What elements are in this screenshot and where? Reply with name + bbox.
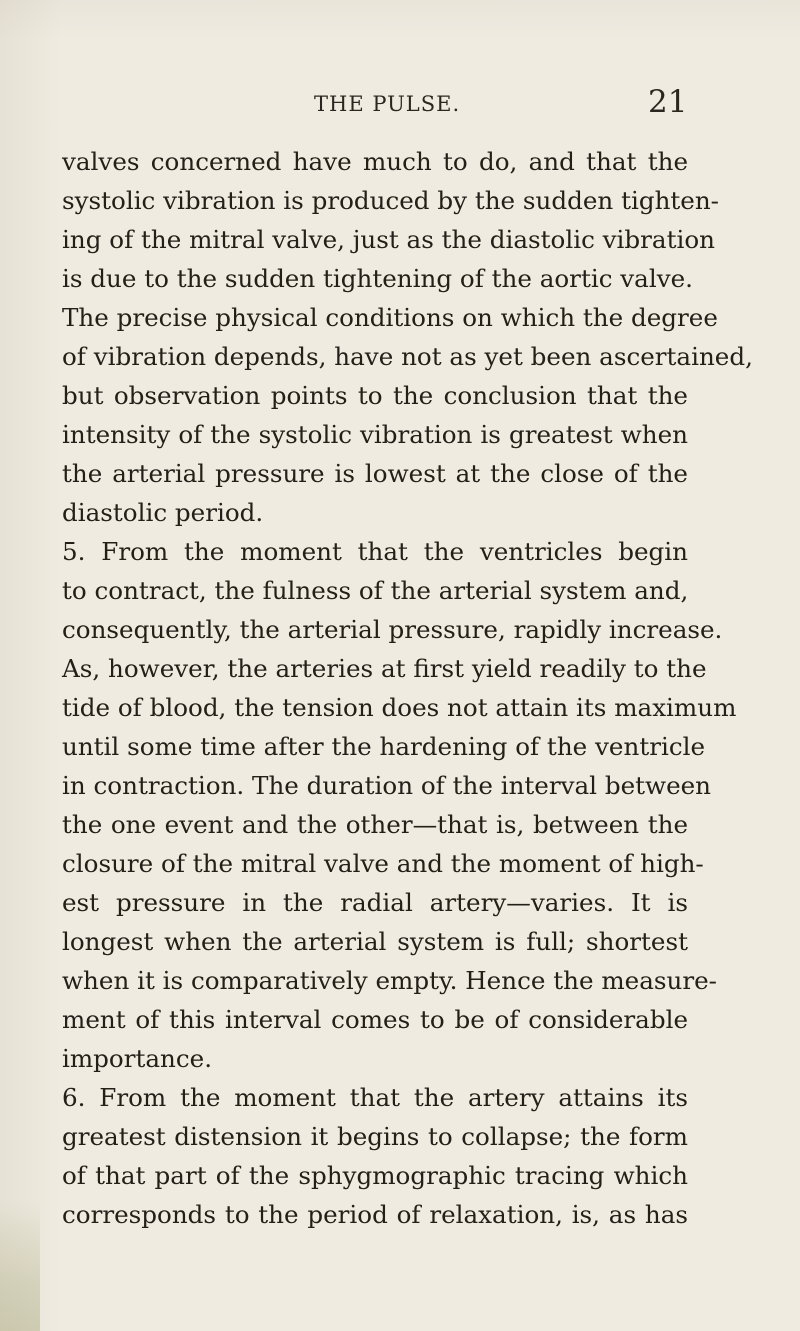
body-text	[62, 142, 753, 1234]
text-line: 5. From the moment that the ventricles begin	[62, 537, 688, 566]
text-line: the one event and the other—that is, between the	[62, 810, 688, 839]
text-line: until some time after the hardening of the ventricle	[62, 732, 706, 761]
text-line: to contract, the fulness of the arterial system and,	[62, 576, 689, 605]
text-line: diastolic period.	[62, 498, 264, 527]
text-line: importance.	[62, 1044, 213, 1073]
text-line: ing of the mitral valve, just as the diastolic vibration	[62, 225, 715, 254]
text-line: consequently, the arterial pressure, rapidly increase.	[62, 615, 723, 644]
text-line: closure of the mitral valve and the moment of high-	[62, 849, 704, 878]
text-line: greatest distension it begins to collapse; the form	[62, 1122, 688, 1151]
text-line: longest when the arterial system is full; shortest	[62, 927, 688, 956]
text-line: ment of this interval comes to be of considerable	[62, 1005, 688, 1034]
text-line: tide of blood, the tension does not attain its maximum	[62, 693, 737, 722]
text-line: of that part of the sphygmographic tracing which	[62, 1161, 688, 1190]
text-line: valves concerned have much to do, and that the	[62, 147, 688, 176]
text-line: when it is comparatively empty. Hence the measure-	[62, 966, 717, 995]
page-header	[0, 82, 800, 122]
text-line: est pressure in the radial artery—varies. It is	[62, 888, 688, 917]
text-line: but observation points to the conclusion that the	[62, 381, 688, 410]
text-line: The precise physical conditions on which the degree	[62, 303, 718, 332]
text-line: corresponds to the period of relaxation, is, as has	[62, 1200, 688, 1229]
text-line: 6. From the moment that the artery attains its	[62, 1083, 688, 1112]
text-line: in contraction. The duration of the interval between	[62, 771, 712, 800]
page-number: 21	[648, 84, 688, 120]
text-line: of vibration depends, have not as yet been ascertained,	[62, 342, 753, 371]
text-line: intensity of the systolic vibration is greatest when	[62, 420, 688, 449]
text-line: the arterial pressure is lowest at the close of the	[62, 459, 688, 488]
text-line: As, however, the arteries at first yield readily to the	[62, 654, 707, 683]
text-line: systolic vibration is produced by the sudden tighten-	[62, 186, 719, 215]
page-edge-shading	[0, 1200, 40, 1331]
running-head: THE PULSE.	[314, 92, 461, 116]
text-line: is due to the sudden tightening of the aortic valve.	[62, 264, 693, 293]
